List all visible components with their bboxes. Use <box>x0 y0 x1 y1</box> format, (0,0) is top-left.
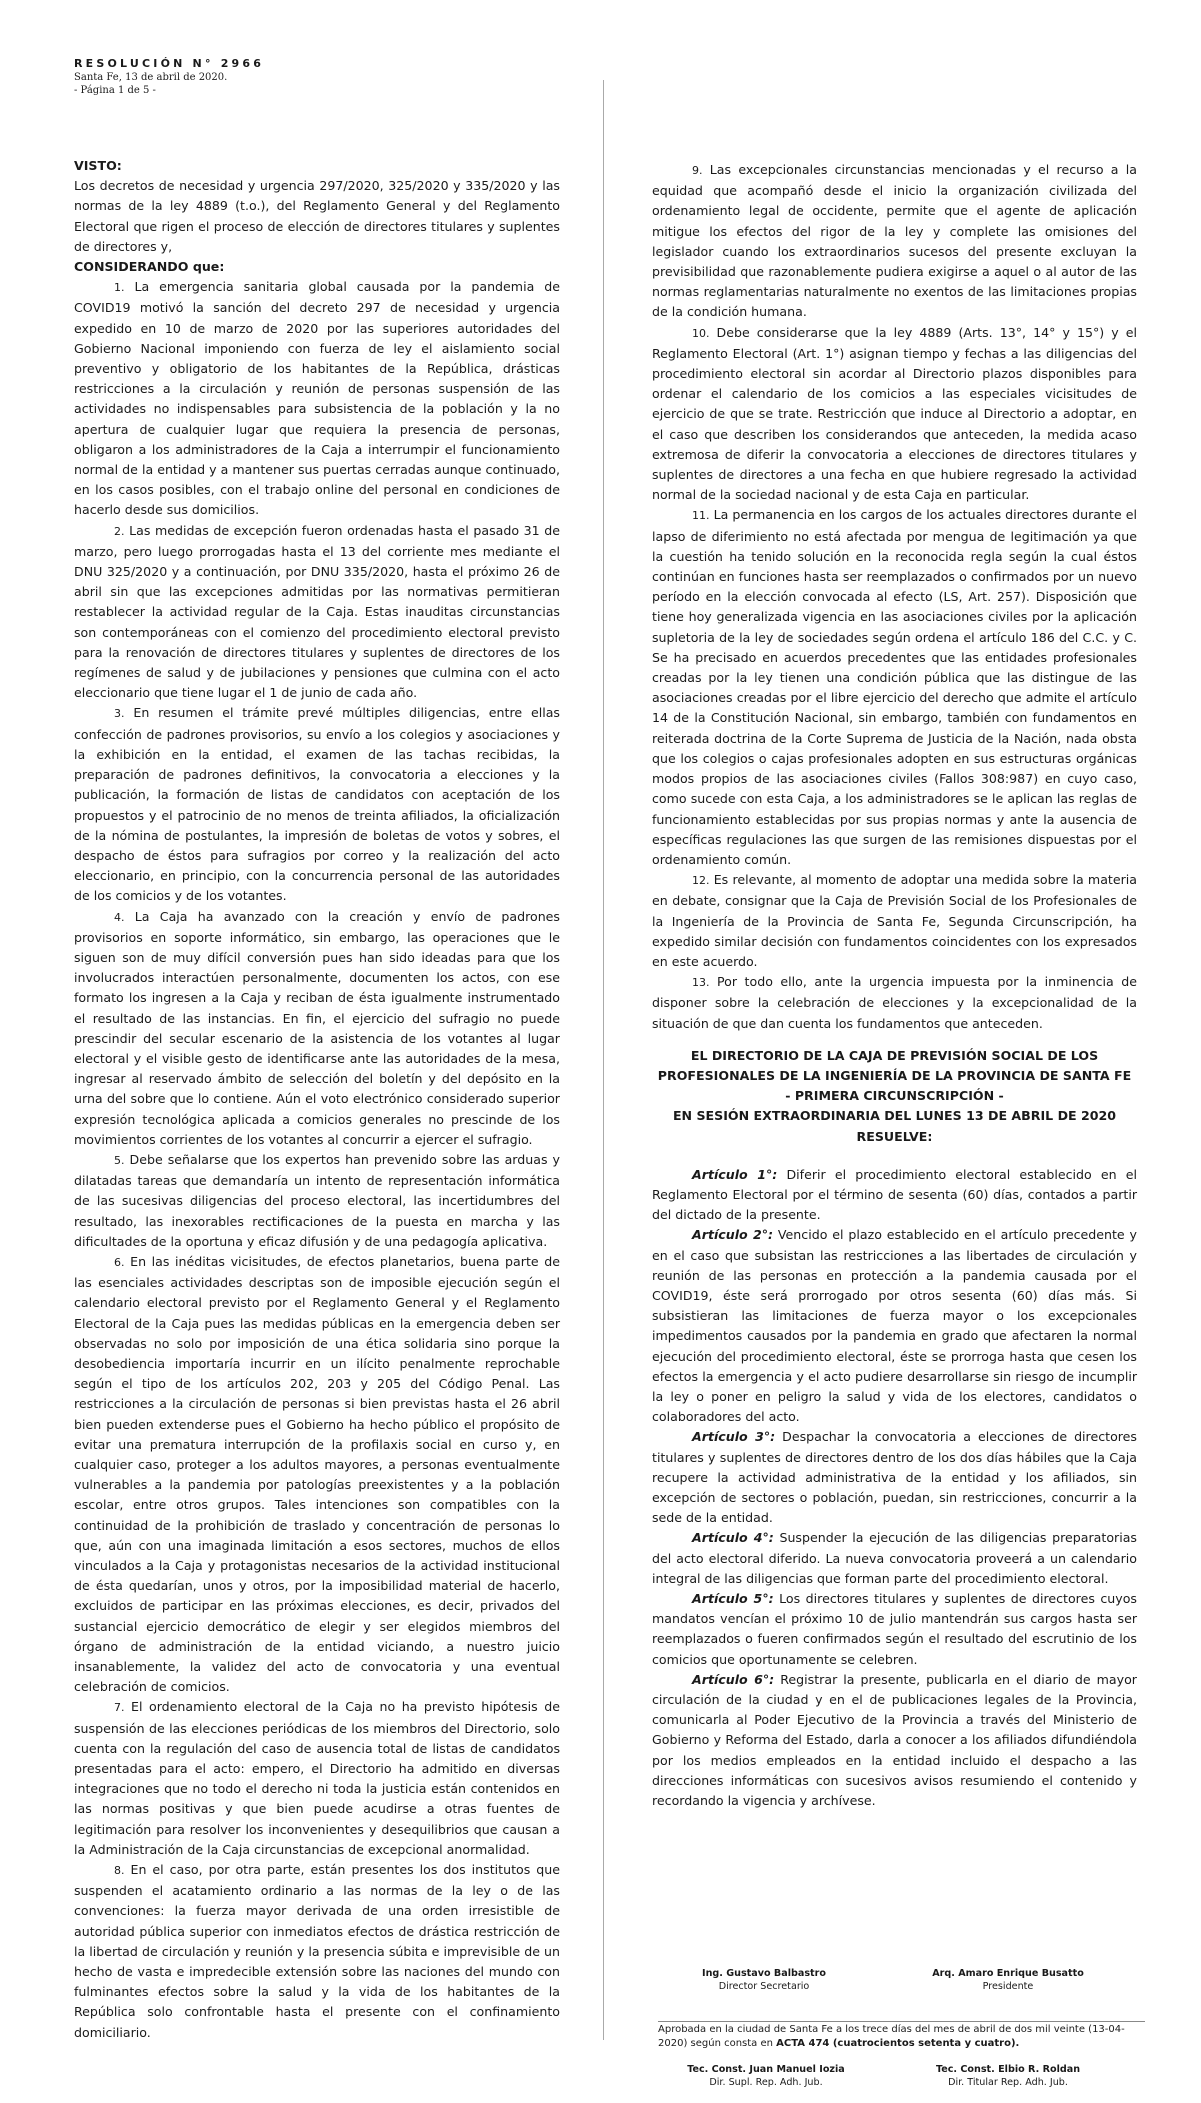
considerando-number: 3. <box>114 707 125 721</box>
considerando-text: La permanencia en los cargos de los actuales directores durante el lapso de diferimiento no está afectada por mengua de legitimación ya que la cuestión ha tenido solución en la reconocida regla según la cual éstos continúan en funciones hasta ser reemplazados o confirmados por un nuevo período en la elección convocada al efecto (LS, Art. 257). Disposición que tiene hoy generalizada vigencia en las asociaciones civiles por la aplicación supletoria de la ley de sociedades según ordena el artículo 186 del C.C. y C. Se ha precisado en acuerdos precedentes que las entidades profesionales creadas por la ley tienen una condición pública que las distingue de las asociaciones creadas por el libre ejercicio del derecho que admite el artículo 14 de la Constitución Nacional, sin embargo, también con fundamentos en reiterada doctrina de la Corte Suprema de Justicia de la Nación, nada obsta que los colegios o cajas profesionales adopten en sus estructuras orgánicas modos propios de las asociaciones civiles (Fallos 308:987) en cuyo caso, como sucede con esta Caja, a los administradores se le aplican las reglas de funcionamiento establecidas por sus propias normas y ante la ausencia de específicas regulaciones las que surgen de las remisiones dispuestas por el ordenamiento común. <box>652 507 1137 867</box>
considerando-text: Debe considerarse que la ley 4889 (Arts. 13°, 14° y 15°) y el Reglamento Electoral (Art. 1°) asignan tiempo y fechas a las diligencias del procedimiento electoral sin acordar al Directorio plazos disponibles para ordenar el calendario de los comicios a las especiales vicisitudes de ejercicio de que se trate. Restricción que induce al Directorio a adoptar, en el caso que describen los considerandos que anteceden, la medida acaso extremosa de diferir la convocatoria a elecciones de directores titulares y suplentes de directores a una fecha en que hubiere regresado la actividad normal de la sociedad nacional y de esta Caja en particular. <box>652 324 1137 503</box>
considerando-item <box>74 1697 560 1860</box>
signature-name: Tec. Const. Juan Manuel Iozia <box>687 2064 845 2075</box>
considerando-number: 9. <box>692 164 703 177</box>
considerando-number: 2. <box>114 524 125 538</box>
considerando-item <box>652 870 1137 972</box>
signature-secretario <box>664 1967 864 1993</box>
considerando-list-left <box>74 277 560 2043</box>
resolution-title: RESOLUCIÓN N° 2966 <box>74 57 265 70</box>
article-item <box>652 1427 1137 1528</box>
considerando-number: 10. <box>692 326 710 340</box>
considerando-item <box>652 160 1137 323</box>
article-label: Artículo 5°: <box>692 1591 774 1607</box>
resolve-line-4: EN SESIÓN EXTRAORDINARIA DEL LUNES 13 DE ABRIL DE 2020 <box>672 1108 1117 1124</box>
article-text: Suspender la ejecución de las diligencias preparatorias del acto electoral diferido. La nueva convocatoria proveerá a un calendario integral de las diligencias que forman parte del procedimiento electoral. <box>652 1530 1137 1586</box>
document-header <box>74 56 574 97</box>
considerando-number: 5. <box>114 1153 125 1167</box>
considerando-number: 1. <box>114 281 125 295</box>
considerando-text: Debe señalarse que los expertos han prevenido sobre las arduas y dilatadas tareas que demandaría un intento de representación informática de las sucesivas diligencias del proceso electoral, las incertidumbres del resultado, las inexorables rectificaciones de la puesta en marcha y las dificultades de la oportuna y eficaz difusión y de una pedagogía aplicativa. <box>74 1151 560 1249</box>
right-column <box>652 160 1137 1811</box>
signature-role: Director Secretario <box>718 1981 810 1992</box>
signature-name: Tec. Const. Elbio R. Roldan <box>935 2064 1081 2075</box>
article-item <box>652 1670 1137 1811</box>
articles-list <box>652 1165 1137 1812</box>
article-item <box>652 1528 1137 1589</box>
considerando-list-right <box>652 160 1137 1034</box>
considerando-item <box>74 521 560 704</box>
considerando-number: 6. <box>114 1255 125 1269</box>
considerando-item <box>652 323 1137 506</box>
article-item <box>652 1589 1137 1670</box>
signature-name: Ing. Gustavo Balbastro <box>702 1968 826 1979</box>
article-text: Registrar la presente, publicarla en el diario de mayor circulación de la ciudad y en el de publicaciones legales de la Provincia, comunicarla al Poder Ejecutivo de la Provincia a través del Ministerio de Gobierno y Reforma del Estado, darla a conocer a los afiliados difundiéndola por los medios empleados en la entidad incluido el despacho a las direcciones informáticas con sucesivos avisos resumiendo el contenido y recordando la vigencia y archívese. <box>652 1671 1137 1809</box>
article-text: Diferir el procedimiento electoral establecido en el Reglamento Electoral por el término de sesenta (60) días, contados a partir del dictado de la presente. <box>652 1166 1137 1223</box>
considerando-number: 11. <box>692 509 710 523</box>
considerando-item <box>74 1150 560 1252</box>
considerando-item <box>74 703 560 906</box>
article-label: Artículo 2°: <box>692 1227 774 1243</box>
resolve-line-5: RESUELVE: <box>856 1128 933 1144</box>
considerando-text: En resumen el trámite prevé múltiples diligencias, entre ellas confección de padrones provisorios, su envío a los colegios y asociaciones y la exhibición en la entidad, el examen de las tachas recibidas, la preparación de padrones definitivos, la convocatoria a elecciones y la publicación, la formación de listas de candidatos con aceptación de los propuestos y el patrocinio de no menos de treinta afiliados, la oficialización de la nómina de postulantes, la impresión de boletas de votos y sobres, el despacho de éstos para sufragios por correo y la realización del acto eleccionario, en principio, con la concurrencia personal de las autoridades de los comicios y de los votantes. <box>74 705 560 904</box>
article-item <box>652 1225 1137 1427</box>
signature-role: Presidente <box>982 1981 1034 1992</box>
considerando-item <box>74 1860 560 2043</box>
considerando-number: 8. <box>114 1864 125 1878</box>
article-label: Artículo 3°: <box>692 1429 776 1445</box>
considerando-text: Por todo ello, ante la urgencia impuesta por la inminencia de disponer sobre la celebración de elecciones y la excepcionalidad de la situación de que dan cuenta los fundamentos que anteceden. <box>652 974 1137 1031</box>
signature-role: Dir. Titular Rep. Adh. Jub. <box>948 2077 1068 2088</box>
considerando-text: Las excepcionales circunstancias mencionadas y el recurso a la equidad que acompañó desde el inicio la organización civilizada del ordenamiento legal de occidente, permite que el agente de aplicación mitigue los efectos del rigor de la ley y complete las omisiones del legislador cuando los extraordinarios sucesos del presente excluyan la previsibilidad que razonablemente pudiera exigirse a aquel o al autor de las normas reglamentarias naturalmente no exentos de las limitaciones propias de la condición humana. <box>652 162 1137 320</box>
considerando-number: 4. <box>114 910 125 924</box>
approval-act: ACTA 474 (cuatrocientos setenta y cuatro). <box>776 2037 1020 2049</box>
considerando-item <box>652 972 1137 1034</box>
considerando-number: 7. <box>114 1701 125 1715</box>
resolve-line-1: EL DIRECTORIO DE LA CAJA DE PREVISIÓN SOCIAL DE LOS <box>690 1047 1099 1063</box>
considerando-text: En el caso, por otra parte, están presentes los dos institutos que suspenden el acatamiento ordinario a las normas de la ley o de las convenciones: la fuerza mayor derivada de una orden irresistible de autoridad pública superior con inmediatos efectos de drástica restricción de la libertad de circulación y reunión y la presencia súbita e imprevisible de un hecho de vasta e impredecible extensión sobre las naciones del mundo con fulminantes efectos sobre la salud y la vida de los habitantes de la República solo confrontable hasta el presente con el confinamiento domiciliario. <box>74 1862 560 2040</box>
page-indicator: - Página 1 de 5 - <box>74 85 156 96</box>
visto-heading: VISTO: <box>74 158 122 173</box>
visto-text: Los decretos de necesidad y urgencia 297/2020, 325/2020 y 335/2020 y las normas de la ley 4889 (t.o.), del Reglamento General y del Reglamento Electoral que rigen el proceso de elección de directores titulares y suplentes de directores y, <box>74 178 560 254</box>
approval-rule <box>658 2021 1145 2022</box>
signature-suplente <box>666 2063 866 2089</box>
resolve-line-2: PROFESIONALES DE LA INGENIERÍA DE LA PROVINCIA DE SANTA FE <box>657 1067 1132 1083</box>
considerando-number: 13. <box>692 976 710 990</box>
considerando-text: La Caja ha avanzado con la creación y envío de padrones provisorios en soporte informático, sin embargo, las operaciones que le siguen son de muy difícil conversión pues han sido ideadas para que los involucrados interactúen personalmente, documenten los actos, con ese formato los ingresen a la Caja y reciban de ésta igualmente instrumentado el resultado de las instancias. En fin, el ejercicio del sufragio no puede prescindir del secular escenario de la asistencia de los votantes al lugar electoral y el visible gesto de identificarse ante las autoridades de la mesa, ingresar al reservado ámbito de selección del boletín y del depósito en la urna del sobre que lo contiene. Aún el voto electrónico considerado superior expresión tecnológica aplicada a comicios generales no prescinde de los movimientos corrientes de los votantes al concurrir a ejercer el sufragio. <box>74 908 560 1147</box>
signature-titular <box>908 2063 1108 2089</box>
resolve-line-3: - PRIMERA CIRCUNSCRIPCIÓN - <box>785 1088 1004 1104</box>
article-text: Despachar la convocatoria a elecciones de directores titulares y suplentes de directores dentro de los dos días hábiles que la Caja recupere la actividad administrativa de la entidad y los afiliados, sin excepción de sectores o población, puedan, sin restricciones, concurrir a la sede de la entidad. <box>652 1429 1137 1526</box>
article-label: Artículo 1°: <box>692 1166 778 1182</box>
considerando-number: 12. <box>692 874 710 888</box>
considerando-item <box>74 907 560 1150</box>
column-divider <box>603 80 604 2040</box>
considerando-text: Las medidas de excepción fueron ordenadas hasta el pasado 31 de marzo, pero luego prorrogadas hasta el 13 del corriente mes mediante el DNU 325/2020 y a continuación, por DNU 335/2020, hasta el próximo 26 de abril sin que las excepciones admitidas por las normativas permitieran restablecer la actividad regular de la Caja. Estas inauditas circunstancias son contemporáneas con el comienzo del procedimiento electoral previsto para la renovación de directores titulares y suplentes de directores de los regímenes de salud y de jubilaciones y pensiones que culmina con el acto eleccionario que tiene lugar el 1 de junio de cada año. <box>74 522 560 701</box>
considerando-text: En las inéditas vicisitudes, de efectos planetarios, buena parte de las esenciales actividades descriptas son de imposible ejecución según el calendario electoral previsto por el Reglamento General y el Reglamento Electoral de la Caja pues las medidas públicas en la emergencia deben ser observadas no solo por imposición de una ética solidaria sino porque la desobediencia importaría incurrir en un ilícito penalmente reprochable según el tipo de los artículos 202, 203 y 205 del Código Penal. Las restricciones a la circulación de personas si bien previstas hasta el 26 abril bien pueden extenderse pues el Gobierno ha hecho público el propósito de evitar una prematura interrupción de la profilaxis social en curso y, en cualquier caso, proteger a los adultos mayores, a personas eventualmente vulnerables a la pandemia por patologías preexistentes y a la población escolar, entre otros grupos. Tales intenciones son compatibles con la continuidad de la prohibición de traslado y concentración de personas lo que, aún con una imaginada limitación a esos sectores, muchos de ellos vinculados a la Caja y protagonistas necesarios de la actividad institucional de ésta quedarían, unos y otros, por la imposibilidad material de hacerlo, excluidos de participar en las próximas elecciones, es decir, privados del sustancial ejercicio democrático de elegir y ser elegidos miembros del órgano de administración de la entidad viciando, a nuestro juicio insanablemente, la validez del acto de convocatoria y una eventual celebración de comicios. <box>74 1253 560 1695</box>
considerando-item <box>74 1252 560 1697</box>
approval-text: Aprobada en la ciudad de Santa Fe a los trece días del mes de abril de dos mil veinte (13-04-2020) según consta en <box>658 2024 1125 2049</box>
approval-note <box>658 2023 1145 2050</box>
article-item <box>652 1165 1137 1226</box>
signature-role: Dir. Supl. Rep. Adh. Jub. <box>709 2077 823 2088</box>
signature-name: Arq. Amaro Enrique Busatto <box>932 1968 1084 1979</box>
considerando-heading: CONSIDERANDO que: <box>74 259 225 275</box>
considerando-text: El ordenamiento electoral de la Caja no ha previsto hipótesis de suspensión de las elecciones periódicas de los miembros del Directorio, solo cuenta con la regulación del caso de ausencia total de listas de candidatos presentadas para el acto: empero, el Directorio ha admitido en diversas integraciones que no todo el derecho ni toda la justicia están contenidos en las normas positivas y que bien puede acudirse a otras fuentes de legitimación para resolver los inconvenientes y desequilibrios que causan a la Administración de la Caja circunstancias de excepcional anormalidad. <box>74 1699 560 1857</box>
considerando-item <box>652 505 1137 870</box>
article-label: Artículo 4°: <box>692 1530 774 1546</box>
article-text: Los directores titulares y suplentes de directores cuyos mandatos vencían el próximo 10 de julio mantendrán sus cargos hasta ser reemplazados o fueren confirmados según el resultado del escrutinio de los comicios que oportunamente se celebren. <box>652 1591 1137 1667</box>
signature-presidente <box>908 1967 1108 1993</box>
considerando-text: La emergencia sanitaria global causada por la pandemia de COVID19 motivó la sanción del decreto 297 de necesidad y urgencia expedido en 10 de marzo de 2020 por las superiores autoridades del Gobierno Nacional imponiendo con fuerza de ley el aislamiento social preventivo y obligatorio de los habitantes de la República, drásticas restricciones a la circulación y reunión de personas suspensión de las actividades no indispensables para subsistencia de la población y la no apertura de cualquier lugar que requiera la presencia de personas, obligaron a los administradores de la Caja a interrumpir el funcionamiento normal de la entidad y a mantener sus puertas cerradas aunque continuado, en los casos posibles, con el trabajo online del personal en condiciones de hacerlo desde sus domicilios. <box>74 279 560 518</box>
resolve-block <box>652 1046 1137 1147</box>
article-label: Artículo 6°: <box>692 1671 775 1687</box>
left-column <box>74 156 560 2043</box>
considerando-item <box>74 277 560 520</box>
considerando-text: Es relevante, al momento de adoptar una medida sobre la materia en debate, consignar que la Caja de Previsión Social de los Profesionales de la Ingeniería de la Provincia de Santa Fe, Segunda Circunscripción, ha expedido similar decisión con fundamentos coincidentes con los expresados en este acuerdo. <box>652 872 1137 969</box>
article-text: Vencido el plazo establecido en el artículo precedente y en el caso que subsistan las restricciones a las libertades de circulación y reunión de las personas en protección a la pandemia causada por el COVID19, éste será prorrogado por otros sesenta (60) días más. Si subsistieran las limitaciones de fuerza mayor o los excepcionales impedimentos causados por la pandemia en grado que afectaren la normal ejecución del procedimiento electoral, éste se prorroga hasta que cesen los efectos la emergencia y el acto pudiere desarrollarse sin riesgo de incumplir la ley o poner en peligro la salud y vida de los electores, candidatos o colaboradores del acto. <box>652 1227 1137 1425</box>
place-date: Santa Fe, 13 de abril de 2020. <box>74 72 228 83</box>
